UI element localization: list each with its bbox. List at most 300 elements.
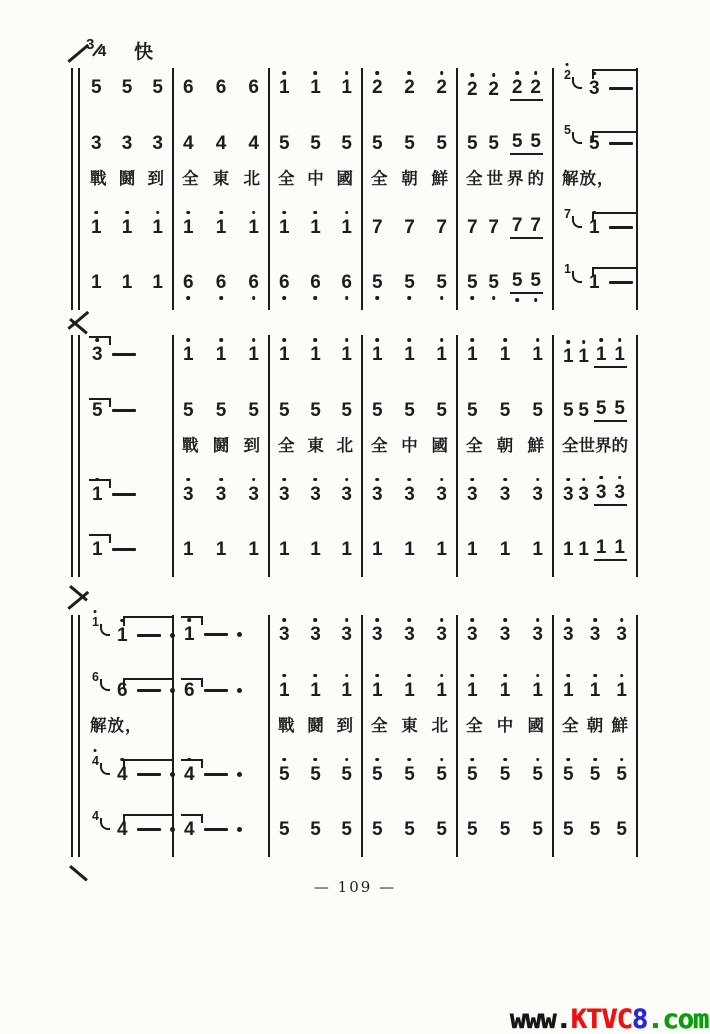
lyric-row (174, 170, 268, 190)
note: 1 (588, 271, 600, 293)
voice-measure (174, 389, 268, 431)
lyric-char: 戰 (90, 170, 107, 188)
voice-measure (363, 122, 456, 164)
eighth-note-group (594, 483, 627, 506)
lyric-measure (458, 431, 552, 467)
note: 1 (310, 538, 321, 560)
grace-note-group (564, 208, 582, 228)
note: 4 (116, 818, 128, 840)
note: 5 (511, 130, 523, 152)
duration-dash (112, 548, 136, 551)
note: 5 (310, 763, 321, 785)
grace-note: 1 (564, 262, 571, 276)
measure-1 (82, 335, 174, 577)
voice-measure (458, 747, 552, 801)
note: 6 (183, 77, 194, 98)
note: 1 (248, 216, 259, 238)
voice-measure (82, 335, 172, 389)
voice-measure (458, 68, 552, 122)
notes-row (554, 820, 636, 839)
measure-3 (270, 68, 363, 310)
note: 5 (404, 132, 415, 154)
notes-row (270, 681, 361, 700)
voice-measure (270, 122, 361, 164)
grace-note-group (564, 69, 582, 89)
lyric-char: 放 (579, 170, 596, 188)
note: 5 (183, 399, 194, 421)
note: 1 (467, 538, 478, 560)
note: 6 (279, 271, 290, 293)
note: 3 (215, 483, 227, 505)
note: 5 (530, 130, 541, 152)
lyric-char: 全 (371, 170, 388, 188)
voice-measure (174, 615, 268, 669)
voice-measure (270, 615, 361, 669)
lyric-char: 國 (336, 170, 353, 188)
note: 5 (616, 818, 627, 840)
note: 2 (467, 79, 478, 100)
grace-note: 4 (92, 754, 99, 768)
note: 3 (404, 483, 415, 505)
lyric-measure (458, 164, 552, 200)
note: 1 (372, 538, 383, 560)
voice-measure (363, 389, 456, 431)
lyric-measure (554, 711, 636, 747)
note: 6 (215, 77, 227, 98)
lyric-char: 全 (278, 437, 295, 455)
grace-note-group (92, 755, 110, 775)
note: 1 (215, 538, 227, 560)
note: 1 (279, 344, 290, 365)
lyric-char: 鮮 (431, 170, 448, 188)
lyric-char: 全 (466, 437, 483, 455)
voice-measure (363, 68, 456, 122)
notes-row (82, 134, 172, 153)
note: 7 (467, 216, 478, 238)
note: 5 (372, 818, 383, 840)
note: 5 (92, 399, 103, 421)
notes-row (270, 765, 361, 784)
note: 1 (588, 216, 600, 238)
notes-row (270, 485, 361, 504)
note: 6 (184, 679, 195, 701)
voice-measure (82, 615, 172, 669)
note: 6 (341, 271, 352, 293)
lyric-char: 全 (371, 437, 388, 455)
notes-row (174, 78, 268, 97)
grace-hook-icon (572, 216, 582, 228)
note: 1 (436, 538, 447, 560)
notes-row (554, 538, 636, 561)
note: 5 (341, 818, 352, 840)
note: 5 (436, 818, 447, 840)
note: 5 (279, 132, 290, 154)
grace-note-group (92, 810, 110, 830)
measure-5 (458, 335, 554, 577)
note: 5 (532, 399, 543, 421)
notes-row (82, 615, 178, 646)
note: 3 (248, 483, 259, 505)
lyric-row (82, 717, 172, 737)
system-2 (82, 335, 638, 577)
page-number: — 109 — (313, 878, 397, 896)
time-signature (86, 36, 116, 62)
measures-grid (82, 335, 638, 577)
lyric-char: 全 (182, 170, 199, 188)
note: 5 (530, 269, 541, 291)
voice-measure (82, 747, 172, 801)
notes-row (174, 273, 268, 292)
grace-note: 1 (92, 615, 99, 629)
notes-row (363, 134, 456, 153)
lyric-char: 東 (307, 437, 324, 455)
note: 5 (436, 132, 447, 154)
notes-row (363, 681, 456, 700)
voice-measure (270, 521, 361, 577)
measure-1 (82, 68, 174, 310)
voice-measure (554, 122, 636, 164)
note: 6 (248, 77, 259, 98)
notes-row (363, 218, 456, 237)
notes-row (363, 78, 456, 97)
notes-row (363, 820, 456, 839)
duration-dash (112, 493, 136, 496)
note: 1 (183, 216, 194, 238)
duration-dash (137, 828, 161, 831)
note: 1 (121, 271, 133, 293)
note: 1 (372, 679, 383, 701)
note: 1 (310, 216, 321, 238)
note: 7 (372, 216, 383, 238)
note: 1 (341, 216, 352, 238)
lyric-char: 解 (562, 170, 579, 188)
notes-row (363, 625, 456, 644)
note: 1 (614, 344, 625, 365)
voice-measure (174, 521, 268, 577)
voice-measure (554, 68, 636, 122)
voice-measure (554, 200, 636, 254)
note: 3 (616, 624, 627, 645)
lyric-char: 國 (527, 717, 544, 735)
note: 7 (530, 214, 541, 236)
watermark-ktvc: KTVC (570, 1004, 632, 1034)
lyric-measure (174, 164, 268, 200)
measure-1 (82, 615, 174, 857)
lyric-char: 朝 (586, 717, 604, 735)
note: 5 (372, 399, 383, 421)
note: 5 (341, 399, 352, 421)
note: 5 (91, 77, 102, 98)
note: 5 (499, 399, 511, 421)
note: 3 (183, 483, 194, 505)
notes-row (174, 345, 268, 364)
tie-start-icon (123, 759, 172, 769)
note: 6 (215, 271, 227, 293)
note: 5 (614, 397, 625, 419)
duration-dash (137, 689, 161, 692)
grace-note: 6 (92, 670, 99, 684)
duration-dash (137, 634, 161, 637)
system-3 (82, 615, 638, 857)
notes-row (554, 625, 636, 644)
note: 5 (578, 399, 589, 421)
voice-measure (270, 254, 361, 310)
duration-dash (609, 281, 633, 284)
voice-measure (270, 335, 361, 389)
measure-5 (458, 615, 554, 857)
voice-measure (82, 122, 172, 164)
note: 1 (279, 77, 290, 98)
notes-row (458, 78, 552, 101)
lyric-char: 的 (611, 437, 628, 455)
lyric-char: 朝 (496, 437, 514, 455)
lyric-char: ， (597, 170, 614, 188)
note: 3 (563, 624, 574, 645)
note: 3 (310, 624, 321, 645)
note: 1 (616, 679, 627, 701)
lyric-measure (82, 711, 172, 747)
lyric-measure (458, 711, 552, 747)
notes-row (174, 485, 268, 504)
measure-3 (270, 615, 363, 857)
duration-dash (137, 773, 161, 776)
note: 5 (467, 818, 478, 840)
voice-measure (363, 467, 456, 521)
voice-measure (82, 467, 172, 521)
lyric-char: 界 (507, 170, 524, 188)
voice-measure (554, 254, 636, 310)
voice-measure (554, 615, 636, 669)
note: 3 (578, 483, 589, 505)
notes-row (363, 345, 456, 364)
eighth-note-group (594, 399, 627, 422)
lyric-row (82, 170, 172, 190)
lyric-row (554, 170, 636, 190)
notes-row (174, 218, 268, 237)
lyric-row (554, 717, 636, 737)
note: 3 (499, 624, 511, 645)
lyric-char: 世 (578, 437, 595, 455)
voice-measure (174, 669, 268, 711)
note: 2 (511, 77, 523, 98)
lyric-char: 北 (243, 170, 260, 188)
lyric-char: 戰 (182, 437, 199, 455)
notes-row (82, 401, 172, 420)
notes-row (458, 765, 552, 784)
note: 1 (578, 346, 589, 367)
note: 1 (152, 216, 163, 238)
voice-measure (554, 747, 636, 801)
notes-row (554, 483, 636, 506)
notes-row (174, 765, 268, 784)
note: 5 (404, 399, 415, 421)
duration-dash (204, 828, 228, 831)
time-signature-numerator: 3 (86, 36, 95, 53)
augmentation-dot (237, 772, 242, 777)
note: 1 (467, 344, 478, 365)
notes-row (174, 820, 268, 839)
lyric-row (458, 170, 552, 190)
voice-measure (458, 521, 552, 577)
note: 5 (152, 77, 163, 98)
note: 5 (488, 132, 499, 154)
voice-measure (458, 335, 552, 389)
note: 1 (532, 679, 543, 701)
note: 5 (215, 399, 227, 421)
lyric-measure (554, 164, 636, 200)
note: 1 (436, 679, 447, 701)
note: 3 (589, 624, 601, 645)
note: 5 (595, 397, 607, 419)
measure-2 (174, 68, 270, 310)
voice-measure (458, 801, 552, 857)
note: 3 (279, 483, 290, 505)
voice-measure (458, 122, 552, 164)
voice-measure (174, 68, 268, 122)
voice-measure (82, 200, 172, 254)
measure-3 (270, 335, 363, 577)
notes-row (270, 401, 361, 420)
note: 1 (310, 679, 321, 701)
lyric-char: 戰 (278, 717, 295, 735)
lyric-char: 到 (243, 437, 260, 455)
notes-row (458, 625, 552, 644)
note: 5 (310, 818, 321, 840)
note: 5 (532, 763, 543, 785)
grace-note-group (92, 616, 110, 636)
augmentation-dot (237, 632, 242, 637)
lyric-row (554, 437, 636, 457)
notes-row (270, 820, 361, 839)
note: 1 (341, 344, 352, 365)
lyric-measure (174, 711, 268, 747)
note: 5 (436, 763, 447, 785)
note: 1 (532, 344, 543, 365)
eighth-note-group (510, 271, 543, 294)
voice-measure (174, 801, 268, 857)
eighth-note-group (594, 345, 627, 368)
voice-measure (82, 389, 172, 431)
note: 3 (372, 624, 383, 645)
voice-measure (270, 669, 361, 711)
score (82, 68, 638, 857)
note: 1 (310, 344, 321, 365)
lyric-measure (270, 164, 361, 200)
watermark-com: .com (646, 1004, 708, 1034)
note: 1 (404, 679, 415, 701)
note: 3 (341, 483, 352, 505)
note: 1 (436, 344, 447, 365)
note: 4 (184, 763, 195, 785)
note: 3 (436, 483, 447, 505)
measure-6 (554, 335, 638, 577)
augmentation-dot (237, 827, 242, 832)
note: 5 (467, 271, 478, 293)
notes-row (363, 273, 456, 292)
note: 1 (341, 77, 352, 98)
grace-note-group (564, 263, 582, 283)
grace-hook-icon (100, 763, 110, 775)
note: 1 (215, 216, 227, 238)
notes-row (270, 134, 361, 153)
note: 3 (91, 132, 102, 154)
notes-row (82, 78, 172, 97)
lyric-char: 中 (496, 717, 514, 735)
voice-measure (82, 669, 172, 711)
notes-row (554, 681, 636, 700)
note: 5 (589, 818, 601, 840)
note: 5 (404, 763, 415, 785)
note: 7 (436, 216, 447, 238)
voice-measure (363, 615, 456, 669)
duration-dash (609, 142, 633, 145)
lyric-measure (174, 431, 268, 467)
voice-measure (458, 254, 552, 310)
note: 5 (563, 399, 574, 421)
note: 1 (310, 77, 321, 98)
score-heading (86, 36, 155, 64)
voice-measure (82, 521, 172, 577)
lyric-char: ， (125, 717, 142, 735)
voice-measure (363, 335, 456, 389)
voice-measure (174, 335, 268, 389)
note: 5 (499, 763, 511, 785)
note: 2 (372, 77, 383, 98)
note: 1 (404, 344, 415, 365)
note: 1 (467, 679, 478, 701)
duration-dash (609, 226, 633, 229)
voice-measure (458, 467, 552, 521)
note: 4 (184, 818, 195, 840)
lyric-char: 東 (401, 717, 418, 735)
note: 3 (595, 481, 607, 503)
note: 5 (248, 399, 259, 421)
lyric-char: 全 (278, 170, 295, 188)
notes-row (458, 540, 552, 559)
note: 7 (488, 216, 499, 238)
lyric-row (270, 717, 361, 737)
measures-grid (82, 615, 638, 857)
note: 3 (532, 624, 543, 645)
note: 1 (91, 216, 102, 238)
lyric-char: 鬪 (307, 717, 324, 735)
note: 1 (279, 538, 290, 560)
lyric-char: 全 (562, 437, 579, 455)
note: 5 (121, 77, 133, 98)
note: 3 (404, 624, 415, 645)
notes-row (554, 399, 636, 422)
voice-measure (363, 747, 456, 801)
voice-measure (363, 801, 456, 857)
note: 1 (578, 538, 589, 560)
lyric-char: 放 (107, 717, 124, 735)
notes-row (82, 345, 172, 364)
measure-4 (363, 335, 458, 577)
note: 5 (436, 399, 447, 421)
note: 2 (530, 77, 541, 98)
note: 5 (616, 763, 627, 785)
lyric-char: 全 (466, 717, 483, 735)
notes-row (270, 273, 361, 292)
note: 5 (404, 271, 415, 293)
note: 5 (467, 763, 478, 785)
note: 5 (372, 271, 383, 293)
lyric-char: 的 (527, 170, 544, 188)
measure-4 (363, 615, 458, 857)
notes-row (458, 345, 552, 364)
voice-measure (270, 801, 361, 857)
notes-row (82, 273, 172, 292)
